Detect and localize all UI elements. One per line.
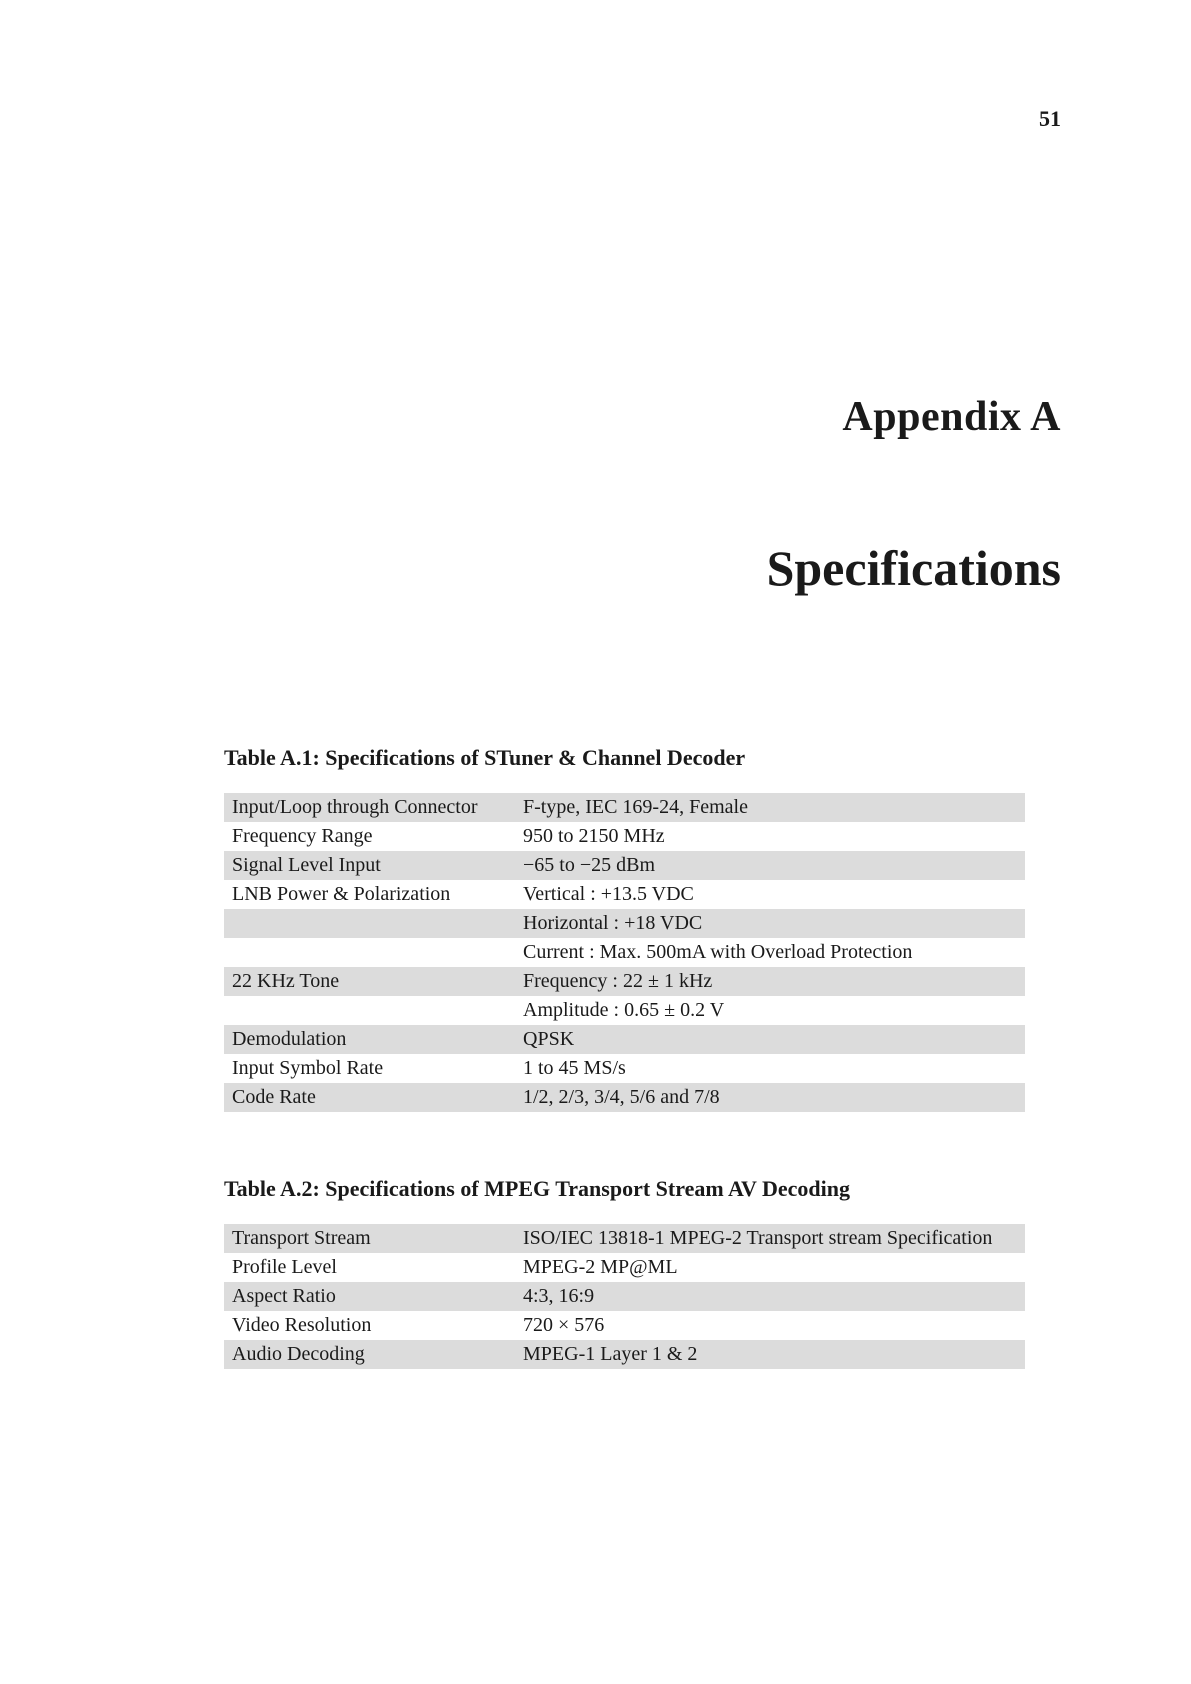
- table-cell-param: [224, 938, 515, 967]
- table-cell-param: Input/Loop through Connector: [224, 790, 515, 822]
- table-a2-caption: Table A.2: Specifications of MPEG Transport Stream AV Decoding: [224, 1176, 851, 1201]
- table-a2: [224, 1218, 1025, 1374]
- table-row: [224, 1054, 1025, 1083]
- table-cell-param: Input Symbol Rate: [232, 1057, 384, 1079]
- table-cell-value: Vertical : +13.5 VDC: [523, 883, 694, 905]
- table-cell-value: Amplitude : 0.65 ± 0.2 V: [523, 999, 725, 1021]
- table-row: [224, 1221, 1025, 1253]
- table-cell-param: Aspect Ratio: [224, 1282, 515, 1311]
- table-cell-value: 4:3, 16:9: [515, 1282, 1025, 1311]
- table-a1-block: [224, 745, 1025, 1117]
- table-cell-value: ISO/IEC 13818-1 MPEG-2 Transport stream Specification: [515, 1221, 1025, 1253]
- table-cell-param: Video Resolution: [232, 1314, 372, 1336]
- table-cell-param: [224, 909, 515, 938]
- table-row: [224, 909, 1025, 938]
- table-cell-value: QPSK: [515, 1025, 1025, 1054]
- table-row: [224, 1025, 1025, 1054]
- table-row: [224, 880, 1025, 909]
- page-number: 51: [1039, 106, 1061, 131]
- table-a1-caption: Table A.1: Specifications of STuner & Channel Decoder: [224, 745, 746, 770]
- table-row: [224, 938, 1025, 967]
- table-cell-value: 950 to 2150 MHz: [523, 825, 665, 847]
- table-cell-value: Current : Max. 500mA with Overload Protection: [523, 941, 913, 963]
- table-row: [224, 1340, 1025, 1372]
- table-row: [224, 1083, 1025, 1115]
- table-cell-param: Transport Stream: [224, 1221, 515, 1253]
- table-cell-param: Audio Decoding: [224, 1340, 515, 1372]
- table-row: [224, 1253, 1025, 1282]
- table-row: [224, 790, 1025, 822]
- table-cell-param: Frequency Range: [232, 825, 373, 847]
- table-cell-value: Horizontal : +18 VDC: [515, 909, 1025, 938]
- table-row: [224, 996, 1025, 1025]
- table-cell-param: LNB Power & Polarization: [232, 883, 451, 905]
- table-cell-param: Demodulation: [224, 1025, 515, 1054]
- table-cell-param: Profile Level: [232, 1256, 337, 1278]
- chapter-title: Specifications: [766, 540, 1061, 596]
- table-cell-param: [224, 996, 515, 1025]
- table-a2-block: [224, 1176, 1025, 1374]
- table-cell-value: F-type, IEC 169-24, Female: [515, 790, 1025, 822]
- table-cell-param: 22 KHz Tone: [224, 967, 515, 996]
- table-row: [224, 1311, 1025, 1340]
- table-cell-value: MPEG-2 MP@ML: [523, 1256, 678, 1278]
- table-cell-value: 1 to 45 MS/s: [523, 1057, 626, 1079]
- chapter-label: Appendix A: [842, 394, 1061, 440]
- table-row: [224, 822, 1025, 851]
- table-cell-param: Signal Level Input: [224, 851, 515, 880]
- table-cell-value: MPEG-1 Layer 1 & 2: [515, 1340, 1025, 1372]
- table-row: [224, 851, 1025, 880]
- table-cell-value: −65 to −25 dBm: [515, 851, 1025, 880]
- table-cell-param: Code Rate: [224, 1083, 515, 1115]
- table-row: [224, 1282, 1025, 1311]
- table-cell-value: 1/2, 2/3, 3/4, 5/6 and 7/8: [515, 1083, 1025, 1115]
- table-a1: [224, 787, 1025, 1117]
- table-row: [224, 967, 1025, 996]
- table-cell-value: Frequency : 22 ± 1 kHz: [515, 967, 1025, 996]
- table-cell-value: 720 × 576: [523, 1314, 605, 1336]
